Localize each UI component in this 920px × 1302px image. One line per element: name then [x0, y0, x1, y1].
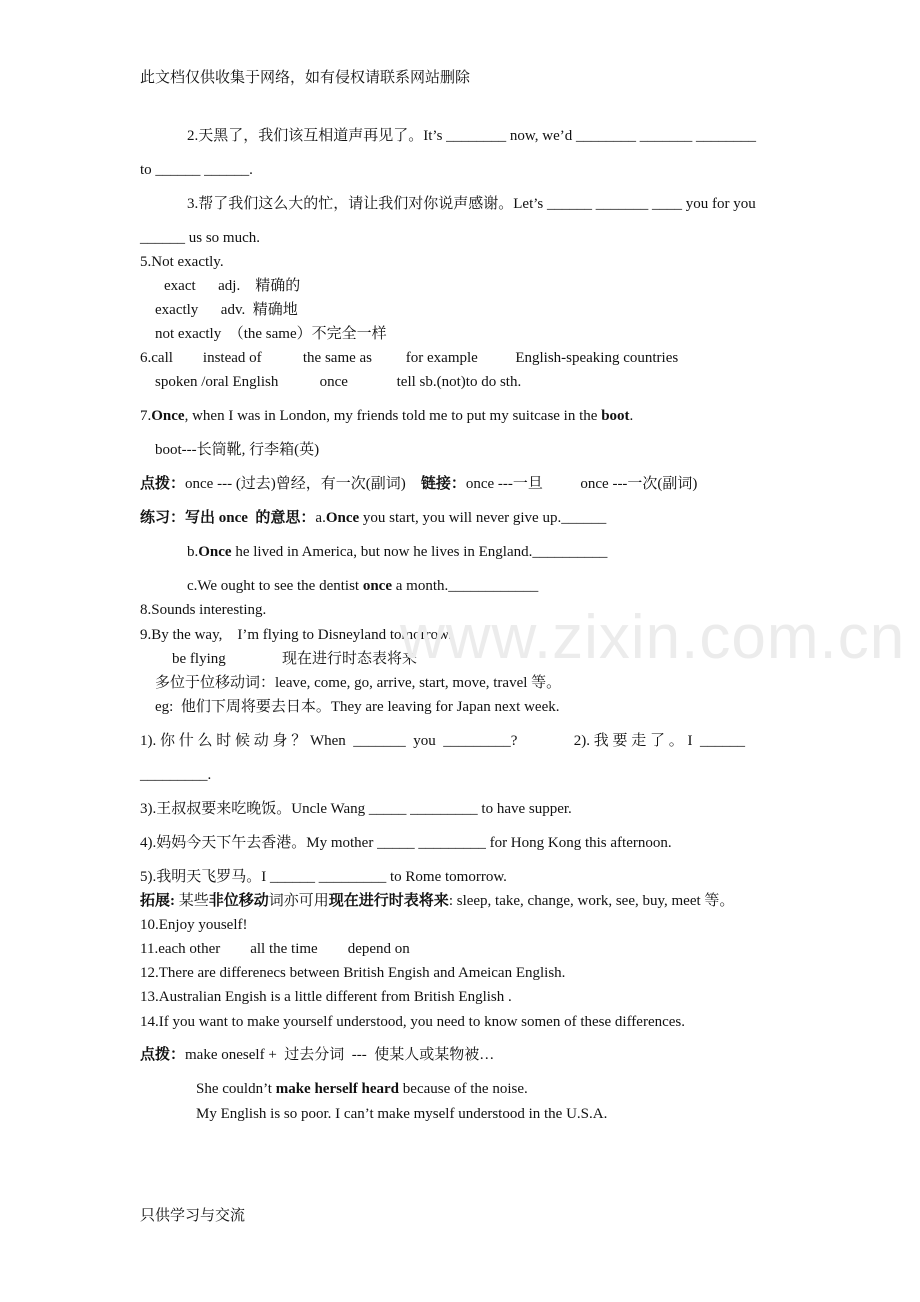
text-run: eg: 他们下周将要去日本。They are leaving for Japan next week. [155, 699, 560, 715]
text-run: 5).我明天飞罗马。I ______ _________ to Rome tomorrow. [140, 869, 507, 885]
page-footer: 只供学习与交流 [140, 1208, 246, 1224]
text-run: 3).王叔叔要来吃晚饭。Uncle Wang _____ _________ to have supper. [140, 801, 572, 817]
text-line [140, 252, 224, 272]
text-run: you start, you will never give up.______ [359, 510, 607, 526]
text-run: because of the noise. [399, 1081, 528, 1097]
text-line [140, 891, 734, 911]
bold-text: Once [198, 544, 232, 560]
text-run: he lived in America, but now he lives in England.__________ [231, 544, 608, 560]
text-run: 6.call instead of the same as for example English-speaking countries [140, 350, 679, 366]
text-line [187, 126, 756, 146]
text-line [140, 867, 507, 887]
text-run: 5.Not exactly. [140, 254, 224, 270]
text-run: b. [187, 544, 199, 560]
text-line [140, 833, 672, 853]
text-run: spoken /oral English once tell sb.(not)to do sth. [155, 374, 522, 390]
text-run: to ______ ______. [140, 162, 253, 178]
bold-text: once [362, 578, 393, 594]
text-run: not exactly （the same）不完全一样 [155, 326, 387, 342]
text-line [140, 963, 565, 983]
text-line [187, 542, 607, 562]
text-line [196, 1104, 607, 1124]
text-run: , when I was in London, my friends told me to put my suitcase in the [184, 408, 602, 424]
text-run: 14.If you want to make yourself understood, you need to know somen of these differences. [140, 1014, 686, 1030]
text-run: 多位于位移动词：leave, come, go, arrive, start, move, travel 等。 [155, 675, 562, 691]
page-header: 此文档仅供收集于网络，如有侵权请联系网站删除 [140, 70, 471, 86]
text-line [140, 915, 247, 935]
text-run: a. [315, 510, 326, 526]
text-line [172, 649, 417, 669]
text-run: be flying 现在进行时态表将来 [172, 651, 417, 667]
text-line [140, 987, 512, 1007]
text-run: a month.____________ [392, 578, 539, 594]
text-run: ______ us so much. [140, 230, 260, 246]
text-line [155, 300, 298, 320]
text-run: 1). 你 什 么 时 候 动 身 ？ When _______ you _________? 2). 我 要 走 了 。 I ______ [140, 733, 745, 749]
text-run: exactly adv. 精确地 [155, 302, 298, 318]
text-line [140, 765, 211, 785]
text-line [187, 194, 756, 214]
text-run: 12.There are differenecs between British Engish and Ameican English. [140, 965, 566, 981]
text-line [187, 576, 538, 596]
text-line [155, 673, 561, 693]
bold-text: 非位移动 [208, 893, 269, 909]
text-run: : sleep, take, change, work, see, buy, meet 等。 [448, 893, 735, 909]
text-run: make oneself + 过去分词 --- 使某人或某物被… [185, 1047, 495, 1063]
text-line [140, 160, 253, 180]
text-run: 某些 [178, 893, 209, 909]
bold-text: 点拨： [140, 476, 186, 492]
text-line [140, 731, 745, 751]
text-run: My English is so poor. I can’t make myself understood in the U.S.A. [196, 1106, 608, 1122]
text-line [140, 1045, 494, 1065]
text-run: . [629, 408, 634, 424]
bold-text: Once [325, 510, 360, 526]
text-line [164, 276, 300, 296]
bold-text: 练习：写出 once 的意思： [140, 510, 316, 526]
bold-text: Once [151, 408, 185, 424]
bold-text: make herself heard [275, 1081, 400, 1097]
text-line [140, 406, 633, 426]
text-line [140, 508, 606, 528]
text-run: She couldn’t [196, 1081, 276, 1097]
text-line [140, 1012, 685, 1032]
text-line [140, 939, 410, 959]
text-run: once --- (过去)曾经，有一次(副词) [185, 476, 421, 492]
text-run: 2.天黑了，我们该互相道声再见了。It’s ________ now, we’d ________ _______ ________ [187, 128, 757, 144]
text-run: 10.Enjoy youself! [140, 917, 248, 933]
text-run: 8.Sounds interesting. [140, 602, 267, 618]
text-run: boot---长筒靴, 行李箱(英) [155, 442, 320, 458]
text-line [155, 440, 319, 460]
text-run: 9.By the way, I’m flying to Disneyland tomorrow. [140, 627, 452, 643]
text-run: _________. [140, 767, 212, 783]
text-line [140, 600, 266, 620]
bold-text: 现在进行时表将来 [328, 893, 449, 909]
text-run: c.We ought to see the dentist [187, 578, 363, 594]
text-line [140, 799, 572, 819]
text-run: 词亦可用 [268, 893, 329, 909]
text-line [140, 474, 697, 494]
text-line [140, 348, 678, 368]
text-run: 3.帮了我们这么大的忙，请让我们对你说声感谢。Let’s ______ _______ ____ you for you [187, 196, 756, 212]
text-line [155, 697, 559, 717]
watermark: www.zixin.com.cn [400, 603, 906, 672]
bold-text: boot [601, 408, 630, 424]
text-run: once ---一旦 once ---一次(副词) [465, 476, 698, 492]
text-run: 13.Australian Engish is a little different from British English . [140, 989, 512, 1005]
bold-text: 拓展: [140, 893, 179, 909]
bold-text: 点拨： [140, 1047, 186, 1063]
text-line [155, 372, 521, 392]
text-run: 11.each other all the time depend on [140, 941, 410, 957]
text-run: 7. [140, 408, 152, 424]
bold-text: 链接： [420, 476, 466, 492]
text-line [155, 324, 387, 344]
text-run: 4).妈妈今天下午去香港。My mother _____ _________ for Hong Kong this afternoon. [140, 835, 672, 851]
text-line [196, 1079, 528, 1099]
text-line [140, 228, 260, 248]
text-run: exact adj. 精确的 [164, 278, 301, 294]
